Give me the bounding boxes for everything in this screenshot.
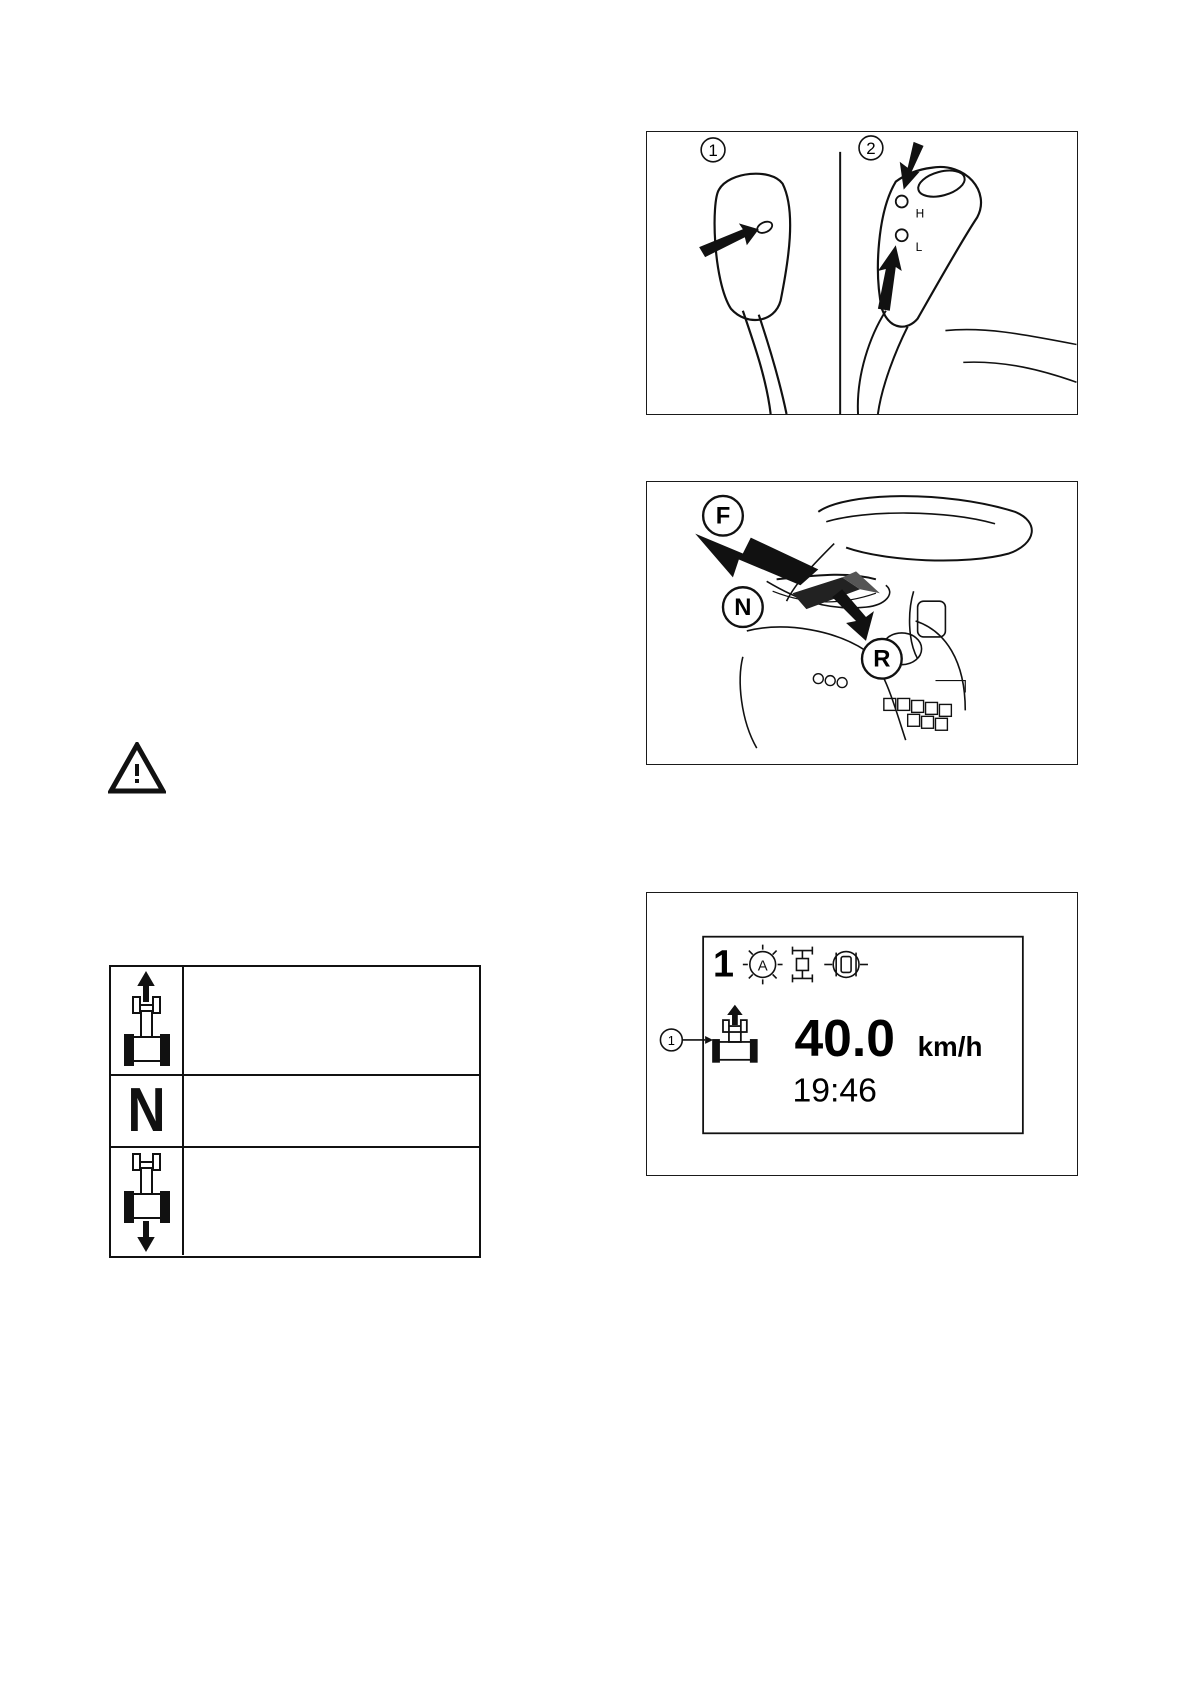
dashboard-display-figure: [646, 892, 1078, 1176]
table-row-forward: [111, 967, 479, 1076]
speed-value: 40.0: [794, 1008, 895, 1067]
button-h-label: H: [915, 206, 925, 221]
auto-mode-icon: [743, 945, 783, 985]
icon-cell: [111, 1076, 184, 1146]
icon-cell: [111, 1148, 184, 1255]
row-description: [184, 1076, 479, 1146]
neutral-label: N: [734, 594, 752, 622]
table-row-reverse: [111, 1148, 479, 1255]
warning-triangle-icon: [108, 742, 166, 794]
gear-lever-illustration: [647, 132, 1077, 414]
shuttle-lever-figure: [646, 481, 1078, 765]
row-description: [184, 1148, 479, 1255]
gear-number: 1: [713, 942, 735, 985]
icon-cell: [111, 967, 184, 1074]
speed-unit: km/h: [917, 1030, 983, 1062]
gear-lever-figure: [646, 131, 1078, 415]
direction-symbol-table: [109, 965, 481, 1258]
arrow-reverse-icon: [832, 589, 874, 641]
callout-2: 2: [866, 138, 876, 158]
row-description: [184, 967, 479, 1074]
display-illustration: [647, 893, 1077, 1175]
callout-1: 1: [708, 140, 718, 160]
neutral-n-icon: N: [127, 1076, 166, 1145]
differential-lock-icon: [792, 947, 812, 983]
four-wheel-drive-icon: [824, 952, 868, 978]
arrow-icon: [699, 223, 759, 257]
tractor-reverse-icon: [111, 1148, 182, 1255]
display-callout: 1: [667, 1032, 675, 1048]
table-row-neutral: [111, 1076, 479, 1148]
clock-time: 19:46: [792, 1071, 877, 1110]
arrow-up-icon: [878, 245, 902, 311]
shuttle-lever-illustration: [647, 482, 1077, 764]
tractor-forward-icon: [111, 967, 182, 1074]
button-l-label: L: [915, 240, 923, 255]
forward-label: F: [715, 502, 731, 530]
svg-text:A: A: [757, 958, 768, 975]
tractor-forward-icon: [713, 1006, 757, 1062]
arrow-forward-icon: [695, 534, 818, 586]
reverse-label: R: [873, 645, 891, 673]
